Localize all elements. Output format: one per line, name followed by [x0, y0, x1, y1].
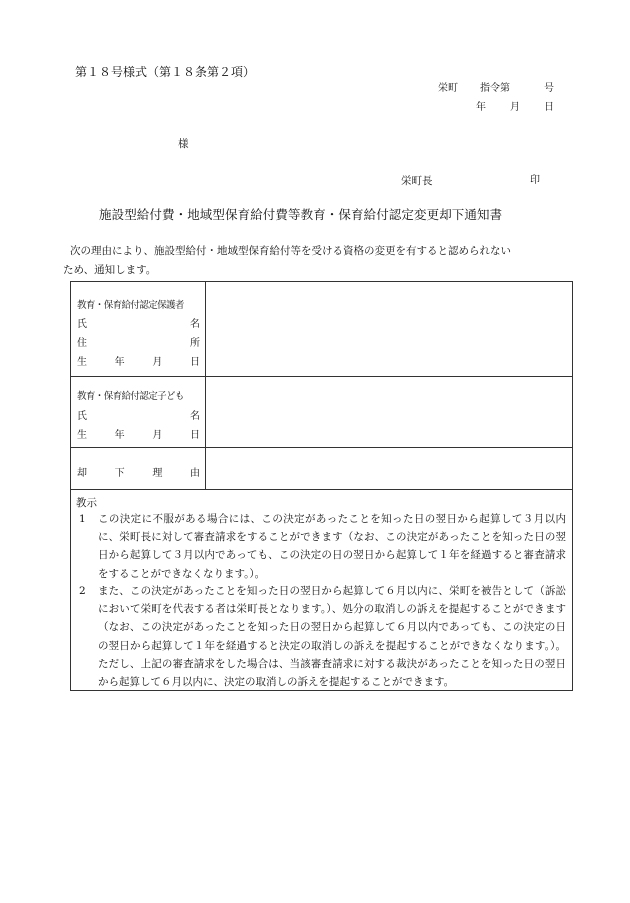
child-name-label: 氏 名 [77, 411, 200, 422]
form-number: 第１８号様式（第１８条第２項） [75, 65, 256, 79]
date-month: 月 [510, 102, 520, 113]
appeal-notice-box [70, 489, 573, 691]
child-heading: 教育・保育給付認定子ども [77, 391, 184, 402]
notice-item-text: また、この決定があったことを知った日の翌日から起算して６月以内に、栄町を被告として（訴訟において栄町を代表する者は栄町長となります。）、処分の取消しの訴えを提起することができます（なお、この決定があったことを知った日の翌日から起算して６月以内であっても、この決定の日の翌日から起算して１年を経過すると決定の取消しの訴えを提起することができなくなります。）。ただし、上記の審査請求をした場合は、当該審査請求に対する裁決があったことを知った日の翌日から起算して６月以内に、決定の取消しの訴えを提起することができます。 [98, 585, 566, 689]
recipient-table [70, 281, 573, 490]
intro-line-1: 次の理由により、施設型給付・地域型保育給付等を受ける資格の変更を有すると認められない [70, 245, 511, 257]
mayor-title: 栄町長 [401, 175, 433, 187]
table-row-divider [71, 447, 573, 448]
guardian-birthdate-label: 生 年 月 日 [77, 357, 200, 368]
date-year: 年 [476, 102, 486, 113]
document-title: 施設型給付費・地域型保育給付費等教育・保育給付認定変更却下通知書 [99, 207, 503, 222]
date-day: 日 [544, 102, 554, 113]
intro-line-2: ため、通知します。 [63, 264, 157, 276]
table-column-divider [205, 282, 206, 490]
table-row-divider [71, 376, 573, 377]
guardian-address-label: 住 所 [77, 338, 200, 349]
issuer-number-suffix: 号 [544, 83, 554, 94]
rejection-reason-label: 却 下 理 由 [77, 468, 200, 479]
notice-item-number: 2 [79, 585, 86, 597]
notice-item-text: この決定に不服がある場合には、この決定があったことを知った日の翌日から起算して３月以内に、栄町長に対して審査請求をすることができます（なお、この決定があったことを知った日の翌日から起算して３月以内であっても、この決定の日の翌日から起算して１年を経過すると審査請求をすることができなくなります。）。 [98, 513, 566, 580]
seal-mark: 印 [530, 175, 540, 186]
issuer-line [438, 84, 554, 94]
guardian-heading: 教育・保育給付認定保護者 [77, 300, 184, 311]
child-birthdate-label: 生 年 月 日 [77, 430, 200, 441]
issue-date [476, 103, 554, 113]
notice-item-number: 1 [79, 513, 86, 525]
issuer-number-label: 指令第 [480, 83, 510, 94]
notice-title: 教示 [76, 497, 97, 509]
guardian-name-label: 氏 名 [77, 319, 200, 330]
issuer-town: 栄町 [438, 83, 458, 94]
addressee-suffix: 様 [178, 138, 189, 150]
